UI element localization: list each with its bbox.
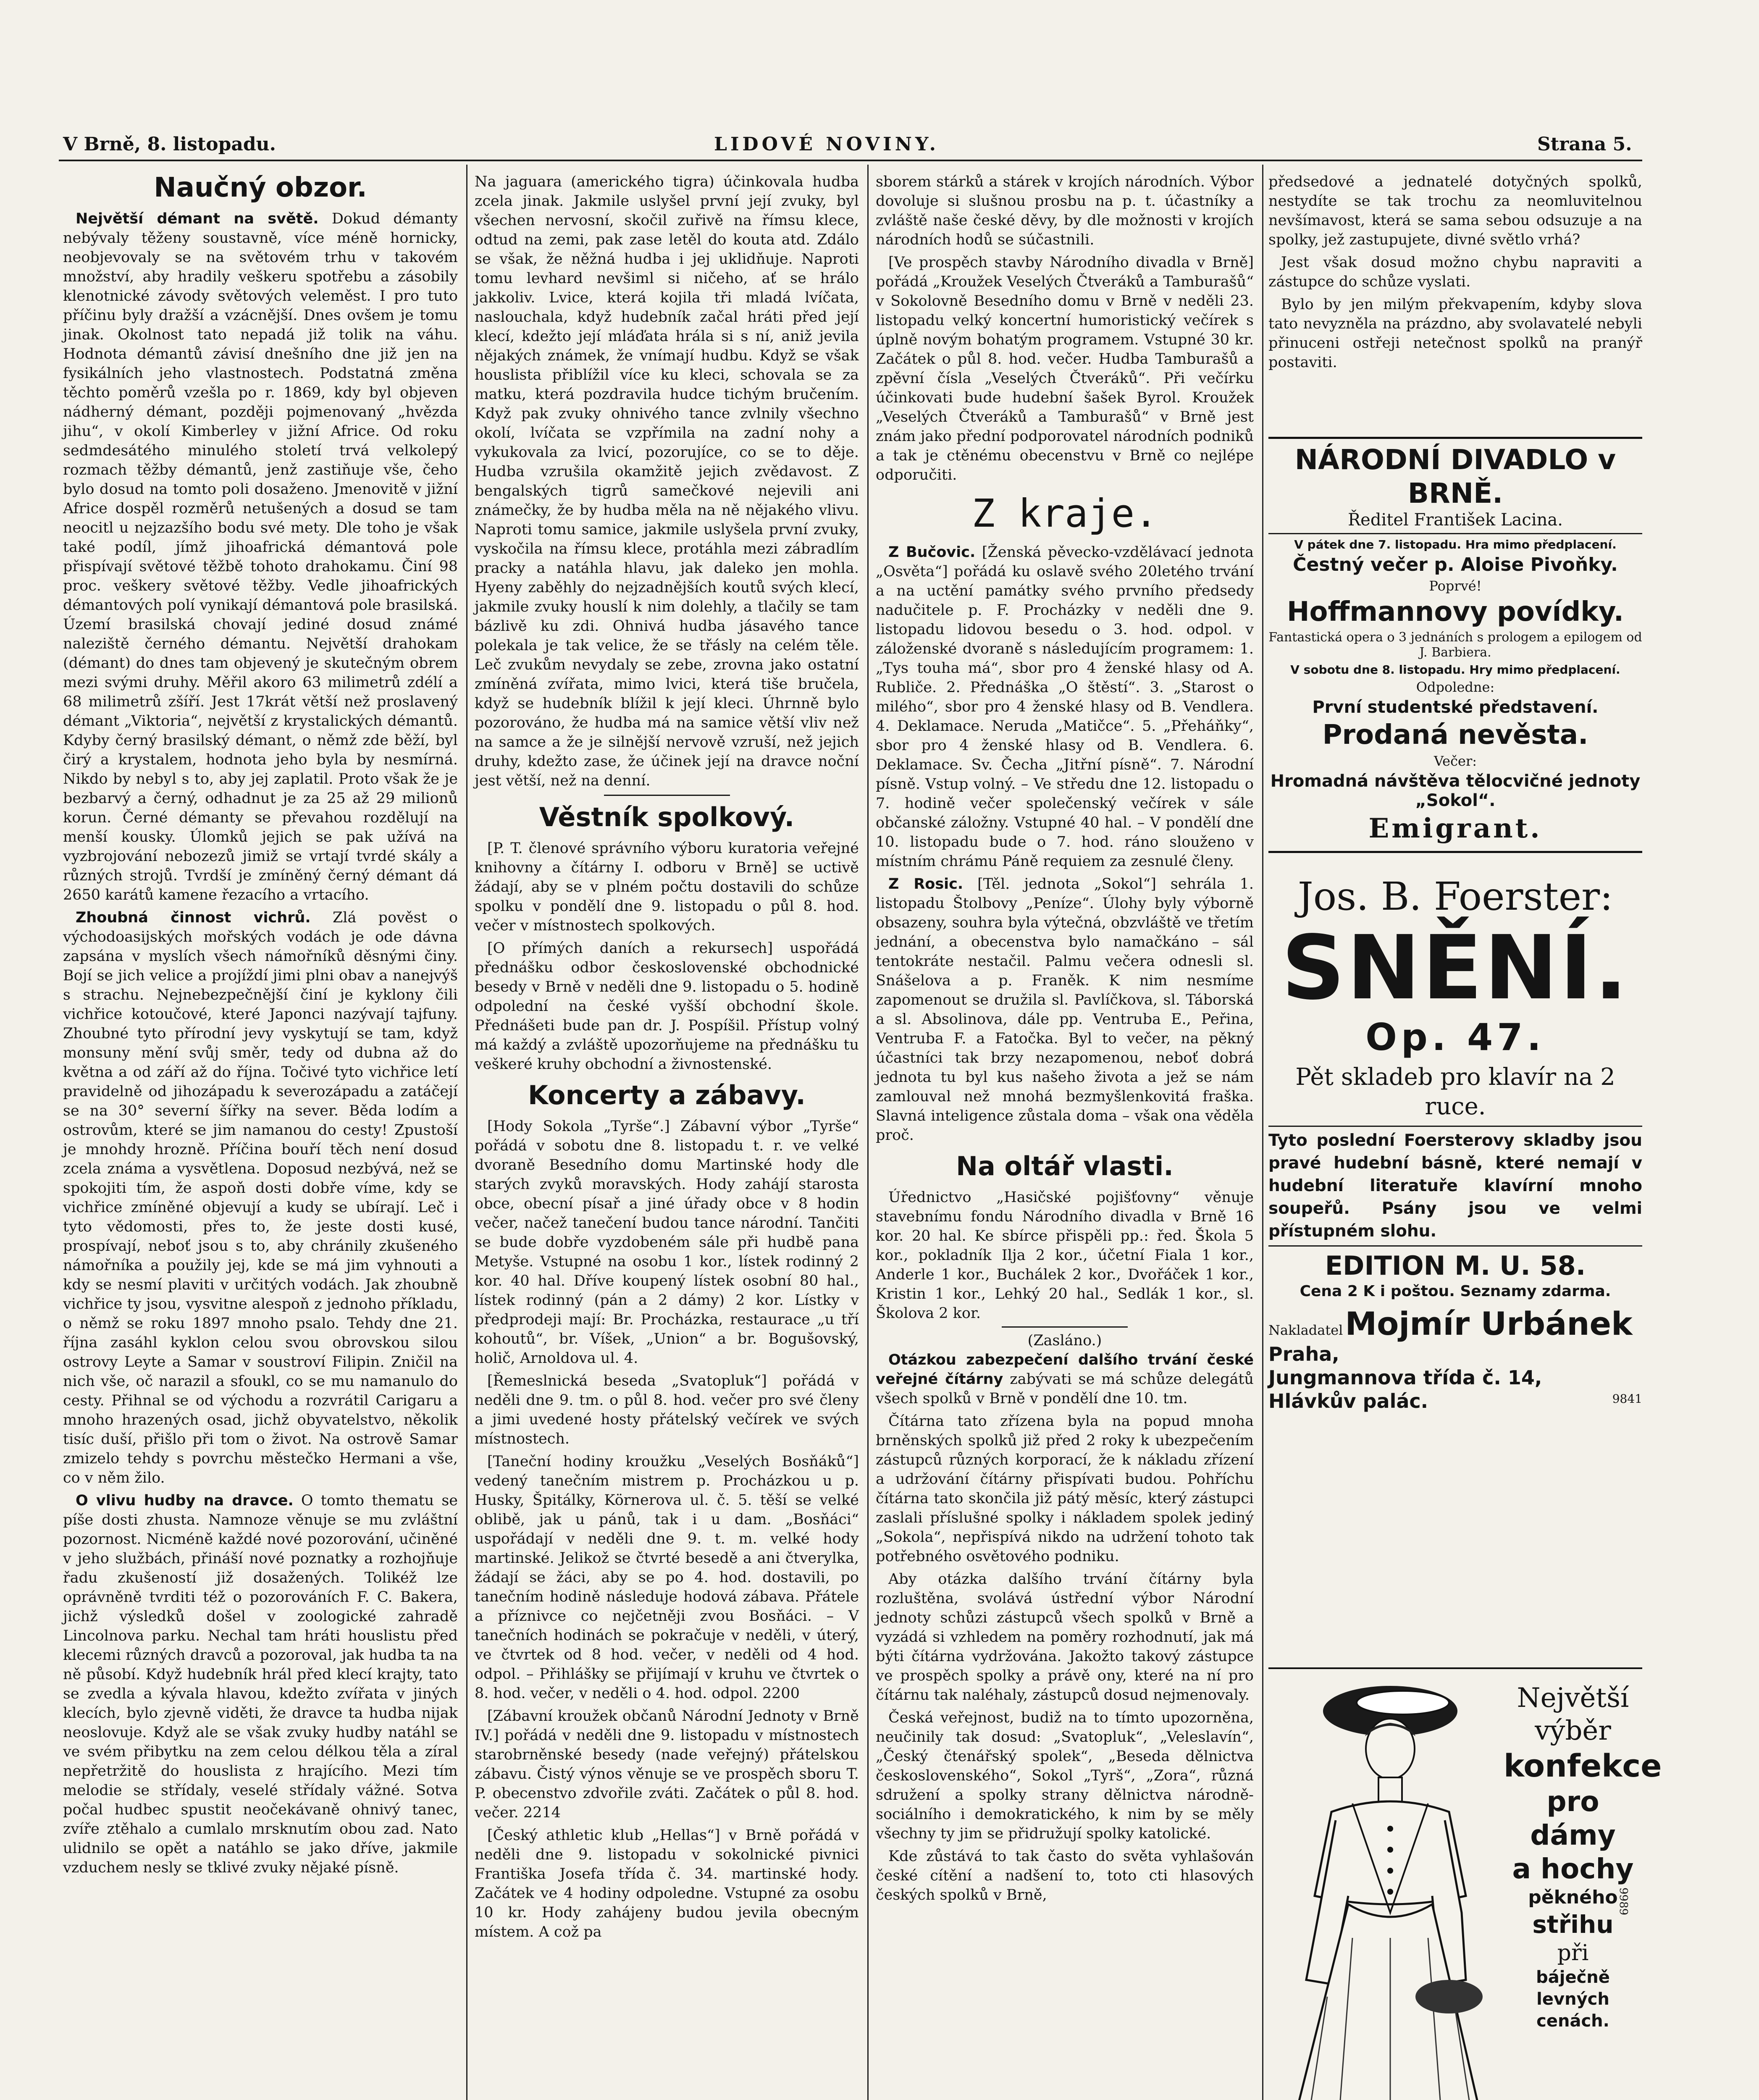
reading-room-text: Aby otázka dalšího trvání čítárny byla rozluštěna, svolává ústřední výbor Národní jednoty schůzi zástupců všech spolků v Brně a vyzádá si vzhledem na poměry rozhodnutí, jak má býti čítárna vydržována. Jakožto takový zástupce ve prospěch spolky a právě ony, které na ní pro čítárnu tak naléhaly, zástupců dosud nejmenovaly. [876,1571,1254,1704]
article-text-music: O tomto thematu se píše dosti zhusta. Namnoze věnuje se mu zvláštní pozornost. Nicméně každé nové pozorování, učiněné v jeho službách, přináší nové poznatky a rozhojňuje řadu zkušeností již dosažených. Tolikéž lze oprávněně tvrditi též o pozorováních F. C. Bakera, jichž výsledků došel v zoologické zahradě Lincolnova parku. Nechal tam hráti houslistu před klecemi různých dravců a pozoroval, jak hudba ta na ně působí. Když hudebník hrál před klecí krajty, tato se zvedla a kývala hlavou, kdežto zvířata v jiných klecích, bylo zjevně viděti, že dravce ta hudba nijak neoslovuje. Když ale se však zvuky hudby natáhl se ve svém přibytku na zem celou délkou těla a zíral nepřetržitě do houslista z hrajícího. Mezi tím melodie se střídaly, veselé střídaly vážné. Sotva počal hudbec spustit neočekávaně ohnivý tanec, zvíře ztěhalo a cumlalo mrsknutím obou zad. Nato ulidnilo se opět a natáhlo se jako dříve, jakmile vzduchem nesly se tklivé zvuky nějaké písně. [63,1492,458,1876]
theatre-play-1-desc: Fantastická opera o 3 jednáních s prologem a epilogem od J. Barbiera. [1268,630,1642,660]
theatre-evening: Večer: [1433,753,1477,769]
club-notice: [P. T. členové správního výboru kuratoria veřejné knihovny a čítárny I. odboru v Brně] se uctivě žádají, aby se v plném počtu dostavili do schůze spolku v pondělí dne 9. listopadu o půl 8. hod. večer v místnostech spolkových. [475,840,859,934]
reading-room-text-cont: Bylo by jen milým překvapením, kdyby slova tato nevyzněla na prázdno, aby svolavatelé nebyli přinuceni ostřeji netečnost spolků na pranýř postaviti. [1268,296,1642,371]
column-clubs [475,172,859,1945]
composition-description: Tyto poslední Foersterovy skladby jsou pravé hudební básně, které nemají v hudební literatuře klavírní mnoho soupeřů. Psány jsou ve velmi přístupném slohu. [1268,1131,1642,1241]
theatre-premiere: Poprvé! [1429,578,1482,594]
article-title-music: O vlivu hudby na dravce. [76,1492,294,1509]
concert-notice: [Zábavní kroužek občanů Národní Jednoty v Brně IV.] pořádá v neděli dne 9. listopadu v místnostech starobrněnské besedy (nade veřejný) přátelskou zábavu. Čistý výnos věnuje se ve prospěch sboru T. P. obecenstvo zdvořile zváti. Začátek o půl 8. hod. večer. 2214 [475,1708,859,1821]
reading-room-text: zabývati se má schůze delegátů všech spolků v Brně v pondělí dne 10. tm. [876,1371,1254,1407]
clothing-slogan: při [1557,1940,1589,1966]
section-title-clubs: Věstník spolkový. [539,802,795,832]
publisher-label: Nakladatel [1268,1322,1343,1338]
article-title-diamond: Největší démant na světě. [76,210,319,227]
divider [604,795,730,796]
clothing-slogan: báječně levných [1536,1968,1610,2009]
column-separator [1262,165,1263,2100]
header-date: V Brně, 8. listopadu. [63,134,276,155]
theatre-play-1: Hoffmannovy povídky. [1286,596,1624,627]
divider [1268,533,1642,534]
header-newspaper-title: LIDOVÉ NOVINY. [714,134,939,155]
reading-room-text: Česká veřejnost, budiž na to tímto upozorněna, neučinily tak dosud: „Svatopluk“, „Veleslavín“, „Český čtenářský spolek“, „Beseda dělnictva československého“, Sokol „Tyrš“, „Zora“, různá sdružení a spolky strany dělnictva národně-sociálního i demokratického, k nim by se měly všechny ty jim se přidružují spolky katolické. [876,1709,1254,1842]
publisher-building: Hlávkův palác. [1268,1390,1428,1412]
theatre-honor-evening: Čestný večer p. Aloise Pivoňky. [1293,554,1618,575]
theatre-date-2: V sobotu dne 8. listopadu. Hry mimo předplacení. [1290,663,1620,677]
publisher-address: Jungmannova třída č. 14, [1268,1366,1542,1389]
opus-number: Op. 47. [1365,1016,1545,1059]
article-text-diamond: Dokud démanty nebývaly těženy soustavně, více méně hornicky, neobjevovaly se na světovém trhu v takovém množství, aby hradily veškeru spotřebu a zásobily klenotnické závody světových veleměst. I pro tuto příčinu byly dražší a vzácnější. Dnes ovšem je tomu jinak. Okolnost tato nepadá již tolik na váhu. Hodnota démantů závisí dnešního dne již jen na fysikálních jeho vlastnostech. Podstatná změna těchto poměrů vzešla po r. 1869, kdy byl objeven nádherný démant, později pojmenovaný „hvězda jihu“, v okolí Kimberley v jižní Africe. Od roku sedmdesátého minulého století trvá velkolepý rozmach těžby démantů, jenž zastiňuje vše, čeho bylo dosud na tomto poli dosaženo. Jmenovitě v jižní Africe dospěl rozměrů netušených a dosud se tam neocitl u nejzazšího bodu své mety. Dle toho je však také podíl, jímž jihoafrická démantová pole přispívají světové těžbě tohoto drahokamu. Činí 98 proc. veškery světové těžby. Vedle jihoafrických démantových polí vynikají démantová pole brasilská. Území brasilská chovají jediné dosud známé naleziště černého démantu. Největší drahokam (démant) do dnes tam objevený je skutečným obrem mezi svými druhy. Měřil akoro 63 milimetrů zdélí a 68 milimetrů zšíří. Jest 17krát větší než proslavený démant „Viktoria“, největší z krystalických démantů. Kdyby černý brasilský démant, o němž zde běží, byl čirý a krystalem, hodnota jeho byla by nesmírná. Nikdo by nebyl s to, aby jej zaplatil. Proto však že je bezbarvý a černý, odhadnut je za 25 až 29 milionů korun. Černé démanty se převahou rozdělují na menší kousky. Úlomků jejich se pak užívá na vyzbrojování nebozezů jimiž se vrtají tvrdé skály a různých strojů. Tvrdší je zmíněný černý démant dá 2650 karátů kamene řezacího a vrtacího. [63,210,458,903]
section-title-concerts: Koncerty a zábavy. [528,1080,806,1110]
concert-notice: [Hody Sokola „Tyrše“.] Zábavní výbor „Tyrše“ pořádá v sobotu dne 8. listopadu t. r. ve velké dvoraně Besedního domu Martinské hody dle starých zvyků moravských. Hody zahájí starosta obce, obecní písař a jiné úřady obce v 8 hodin večer, načež tanečení budou tance národní. Tančiti se bude dobře vyzdobeném sále při hudbě pana Metyše. Vstupné na osobu 1 kor., lístek rodinný 2 kor. 40 hal. Dříve koupený lístek osobní 80 hal., lístek rodinný (pán a 2 dámy) 2 kor. Lístky v předprodeji mají: Br. Procházka, restaurace „u tří kohoutů“, br. Víšek, „Union“ a br. Bogušovský, holič, Arnoldova ul. 4. [475,1118,859,1367]
clothing-slogan: výběr [1535,1715,1611,1746]
theatre-benefit-notice: [Ve prospěch stavby Národního divadla v Brně] pořádá „Kroužek Veselých Čtveráků a Tamburašů“ v Sokolovně Besedního domu v Brně v neděli 23. listopadu velký koncertní humoristický večírek s úplně novým bohatým programem. Vstupné 30 kr. Začátek o půl 8. hod. večer. Hudba Tamburašů a zpěvní čísla „Veselých Čtveráků“. Při večírku účinkovati bude hudební šašek Byrol. Kroužek „Veselých Čtveráků a Tamburašů“ v Brně jest znám jako přední podporovatel národních podniků a tak je ctěnému obecenstvu v Brně co nejlépe odporučiti. [876,254,1254,483]
club-notice: [O přímých daních a rekursech] uspořádá přednášku odbor československé obchodnické besedy v Brně v neděli dne 9. listopadu o 5. hodině odpolední na české vyšší obchodní škole. Přednášeti bude pan dr. J. Pospíšil. Přístup volný má každý a zvláště upozorňujeme na přednášku tu veškeré kruhy obchodní a živnostenské. [475,940,859,1073]
woman-illustration [1268,1677,1504,2100]
column-separator [867,165,869,2100]
clothing-slogan: pro dámy [1530,1785,1616,1851]
column-separator [466,165,467,2100]
clothing-slogan: Největší [1517,1683,1629,1714]
concert-notice-cont: sborem stárků a stárek v krojích národních. Výbor dovoluje si slušnou prosbu na p. t. účastníky a zvláště naše české děvy, by dle možnosti v krojích národních hodů se súčastnili. [876,173,1254,248]
clothing-ad [1268,1667,1662,2100]
clothing-ad-text [1504,1682,1662,2032]
concert-notice: [Taneční hodiny kroužku „Veselých Bosňáků“] vedený tanečním mistrem p. Procházkou u p. Husky, Špitálky, Körnerova ul. č. 5. těší se velké oblibě, jak u pánů, tak i u dam. „Bosňáci“ uspořádají v neděli dne 9. t. m. velké hody martinské. Jelikož se čtvrté besedě a ani čtverylka, žádají se žáci, aby se po 4. hod. dostavili, po tanečním hodině následuje hodová zábava. Přátele a příznivce co nejčetněji zvou Bosňáci. – V tanečních hodinách se pokračuje v neděli, v úterý, ve čtvrtek od 8 hod. večer, v neděli od 4 hod. odpol. – Přihlášky se přijímají v kruhu ve čtvrtek o 8. hod. večer, v neděli o 4. hod. odpol. 2200 [475,1453,859,1702]
column-region [876,172,1254,1908]
column-ads [1268,172,1642,375]
publisher-city: Praha, [1268,1343,1339,1365]
region-text-rosice: [Těl. jednota „Sokol“] sehrála 1. listopadu Štolbovy „Peníze“. Úlohy byly výborně obsazeny, souhra byla výtečná, obzvláště ve třetím jednání, a obecenstva bylo namačkáno – sál tentokráte nestačil. Palmu večera odnesli sl. Snášelova a p. Franěk. K nim nesmíme zapomenout se družila sl. Pavlíčkova, sl. Táborská a sl. Absolinova, dále pp. Ventruba E., Peřina, Ventruba F. a Fatočka. Byl to večer, na pěkný účastníci tak brzy nezapomenou, neboť dobrá jednota tu byl kus našeho života a jež se nám zamlouval než mnohá bezmyšlenkovitá fraška. Slavná inteligence zůstala doma – však ona věděla proč. [876,876,1254,1144]
divider [1268,1245,1642,1247]
theatre-afternoon: Odpoledne: [1416,679,1495,695]
clothing-slogan: konfekce [1504,1748,1662,1784]
header-page-number: Strana 5. [1537,134,1632,155]
publisher-name: Mojmír Urbánek [1345,1305,1633,1342]
ad-code: 9841 [1612,1392,1642,1406]
edition-number: EDITION M. U. 58. [1325,1250,1586,1281]
region-text-bucovice: [Ženská pěvecko-vzdělávací jednota „Osvěta“] pořádá ku oslavě svého 20letého trvání a na uctění památky svého prvního předsedy nadučitele p. F. Procházky v neděli dne 9. listopadu lidovou besedu o 3. hod. odpol. v záloženské dvoraně s následujícím programem: 1. „Tys touha má“, sbor pro 4 ženské hlasy od A. Rubliče. 2. Přednáška „O štěstí“. 3. „Starost o milého“, sbor pro 4 ženské hlasy od B. Vendlera. 4. Deklamace. Neruda „Matičce“. 5. „Přeháňky“, sbor pro 4 ženské hlasy od B. Vendlera. 6. Deklamace. Sv. Čecha „Jitřní písně“. 7. Národní písně. Vstup volný. – Ve středu dne 12. listopadu o 7. hodině večer společenský večírek v sále občanské záložny. Vstupné 40 hal. – V pondělí dne 10. listopadu bude o 7. hod. ráno slouženo v místním chrámu Páně requiem za zesnulé členy. [876,544,1254,870]
reading-room-text-cont: Jest však dosud možno chybu napraviti a zástupce do schůze vyslati. [1268,254,1642,290]
region-place-bucovice: Z Bučovic. [888,544,976,561]
clothing-slogan: cenách. [1536,2011,1609,2031]
composition-title: SNĚNÍ. [1281,916,1630,1019]
column-science [63,172,458,1881]
sent-in-label: (Zasláno.) [1027,1332,1102,1349]
concert-notice: [Řemeslnická beseda „Svatopluk“] pořádá v neděli dne 9. tm. o půl 8. hod. večer pro své členy a jimi uvedené hosty přátelský večírek ve svých místnostech. [475,1373,859,1447]
divider [1002,1326,1128,1328]
header-rule [59,160,1642,161]
theatre-sokol-visit: Hromadná návštěva tělocvičné jednoty „Sokol“. [1270,772,1641,810]
theatre-student-show: První studentské představení. [1312,698,1599,717]
section-title-altar: Na oltář vlasti. [956,1151,1174,1181]
ad-code: 9989 [1617,1887,1630,1916]
composition-subtitle: Pět skladeb pro klavír na 2 ruce. [1295,1063,1615,1120]
music-publisher-ad [1268,874,1642,1412]
theatre-date-1: V pátek dne 7. listopadu. Hra mimo předplacení. [1294,538,1617,551]
concert-notice: [Český athletic klub „Hellas“] v Brně pořádá v neděli dne 9. listopadu v sokolnické pivnici Františka Josefa třída č. 34. martinské hody. Začátek ve 4 hodiny odpoledne. Vstupné za osobu 10 kr. Hody zahájeny budou jevila obecným místem. A což pa [475,1827,859,1940]
theatre-play-3: Emigrant. [1368,813,1542,844]
section-title-science: Naučný obzor. [154,172,367,203]
reading-room-text: Čítárna tato zřízena byla na popud mnoha brněnských spolků již před 2 roky k ubezpečením zástupců různých korporací, že k nákladu zřízení a udržování čítárny přispívati budou. Pohříchu čítárna tato skončila již pátý měsíc, který zástupci zaslali příslušné spolky i nákladem spolek jediný „Sokola“, nepřispívá nikdo na udržení tohoto tak potřebného osvětového podniku. [876,1413,1254,1565]
divider [1268,1126,1642,1127]
article-title-storms: Zhoubná činnost vichrů. [76,909,311,926]
clothing-slogan: střihu [1532,1910,1614,1939]
reading-room-title: Otázkou zabezpečení dalšího trvání české veřejné čítárny [876,1352,1254,1388]
section-title-region: Z kraje. [971,491,1158,536]
theatre-ad [1268,437,1642,853]
article-text-storms: Zlá pověst o východoasijských mořských vodách je ode dávna zapsána v myslích všech námořníků děsnými činy. Bojí se jich velice a projíždí jimi plni obav a nanejvýš s strachu. Nejnebezpečnější činí je kyklony čili vichřice kotoučové, které Japonci nazývají tajfuny. Zhoubné tyto přírodní jevy vyskytují se tam, když monsuny mění svůj směr, tedy od dubna až do května a od září až do října. Točivé tyto vichřice letí pravidelně od jihozápadu k severozápadu a zatáčejí se na 30° severní šířky na sever. Běda lodím a ostrovům, které se jim namanou do cesty! Zpustoší je mnohdy hrozně. Příčina bouří těch není dosud zcela známa a vysvětlena. Doposud nezbývá, než se spokojiti tím, že aspoň dosti dobře víme, kdy se vichřice zmíněné objevují a kudy se ubírají. Leč i tyto vědomosti, přes to, že jeste dosti kusé, prospívají, neboť jsou s to, aby chránily zkušeného námořníka a použily jej, kde se má jim vyhnouti a kdy se nesmí plaviti v určitých vodách. Jak zhoubně vichřice ty jsou, vysvitne alespoň z jednoho příkladu, o němž se roku 1897 mnoho psalo. Tehdy dne 21. října zasáhl kyklon celou svou obrovskou silou ostrovy Leyte a Samar v soustroví Filipin. Zničil na nich vše, oč narazil a sfoukl, co se mu namanulo do cesty. Přihnal se od východu a rozvrátil Carigaru a mnoho hrazených osad, jichž obyvatelstvo, několik tisíc duší, přišlo při tom o život. Na ostrově Samar zmizelo tehdy s povrchu městečko Hermani a vše, co v něm žilo. [63,909,458,1486]
theatre-title: NÁRODNÍ DIVADLO v BRNĚ. [1294,444,1616,509]
theatre-director: Ředitel František Lacina. [1348,510,1563,530]
theatre-play-2: Prodaná nevěsta. [1322,719,1588,751]
clothing-slogan: pěkného [1528,1887,1618,1908]
altar-donation-text: Úřednictvo „Hasičské pojišťovny“ věnuje stavebnímu fondu Národního divadla v Brně 16 kor. 20 hal. Ke sbírce přispěli pp.: řed. Škola 5 kor., pokladník Ilja 2 kor., účetní Fiala 1 kor., Anderle 1 kor., Buchálek 2 kor., Dvořáček 1 kor., Kristin 1 kor., Lehký 20 hal., Sedlák 1 kor., sl. Školova 2 kor. [876,1189,1254,1322]
composer-name: Jos. B. Foerster: [1297,874,1613,919]
reading-room-text-cont: předsedové a jednatelé dotyčných spolků, nestydíte se tak trochu za neomluvitelnou nevšímavost, která se sama sebou odsuzuje a na spolky, jež zastupujete, divné světlo vrhá? [1268,173,1642,248]
reading-room-text: Kde zůstává to tak často do světa vyhlašován české cítění a nadšení to, toto cti hlasových českých spolků v Brně, [876,1848,1254,1903]
article-text-music-cont: Na jaguara (amerického tigra) účinkovala hudba zcela jinak. Jakmile uslyšel první její zvuky, byl všechen nervosní, skočil zuřivě na římsu klece, odtud na zemi, pak zase letěl do kouta atd. Zdálo se však, že něžná hudba i jej uklidňuje. Naproti tomu levhard nevšiml si ničeho, ať se hrálo jakkoliv. Lvice, která kojila tři mladá lvíčata, naslouchala, když hudebník začal hráti před její klecí, kdežto její mláďata hrála si s ní, aniž jevila nějakých známek, že vnímají hudbu. Když se však houslista přiblížil více ku kleci, schovala se za matku, která pozdravila hudce tichým bručením. Když pak zvuky ohnivého tance zvlnily všechno okolí, lvíčata se vzpřímila na zadní nohy a vykukovala za lvicí, pozorujíce, co se to děje. Hudba vzrušila okamžitě jejich zvědavost. Z bengalských tigrů samečkové nejevili ani známečky, že by hudba měla na ně nějakého vlivu. Naproti tomu samice, jakmile uslyšela první zvuky, vyskočila na římsu klece, protáhla mezi zábradlím pracky a natáhla hlavu, jak daleko jen mohla. Hyeny zaběhly do nejzadnějších koutů svých klecí, jakmile zvuky houslí k nim dolehly, a tlačily se tam bázlivě ku zdi. Ohnivá hudba jásavého tance polekala je tak velice, že se třásly na celém těle. Leč zvukům nevydaly se zebe, zrovna jako ostatní zmíněná zvířata, mimo lvici, která tiše bručela, když se hudebník blížil k její kleci. Úhrnně bylo pozorováno, že hudba má na samice větší vliv než na samce a že je silnější nervově vzruší, než jejich druhy, kdežto zase, že účinek její na dravce noční jest větší, než na denní. [475,173,859,789]
clothing-slogan: a hochy [1512,1853,1634,1885]
region-place-rosice: Z Rosic. [888,876,964,892]
price-info: Cena 2 K i poštou. Seznamy zdarma. [1300,1283,1611,1300]
